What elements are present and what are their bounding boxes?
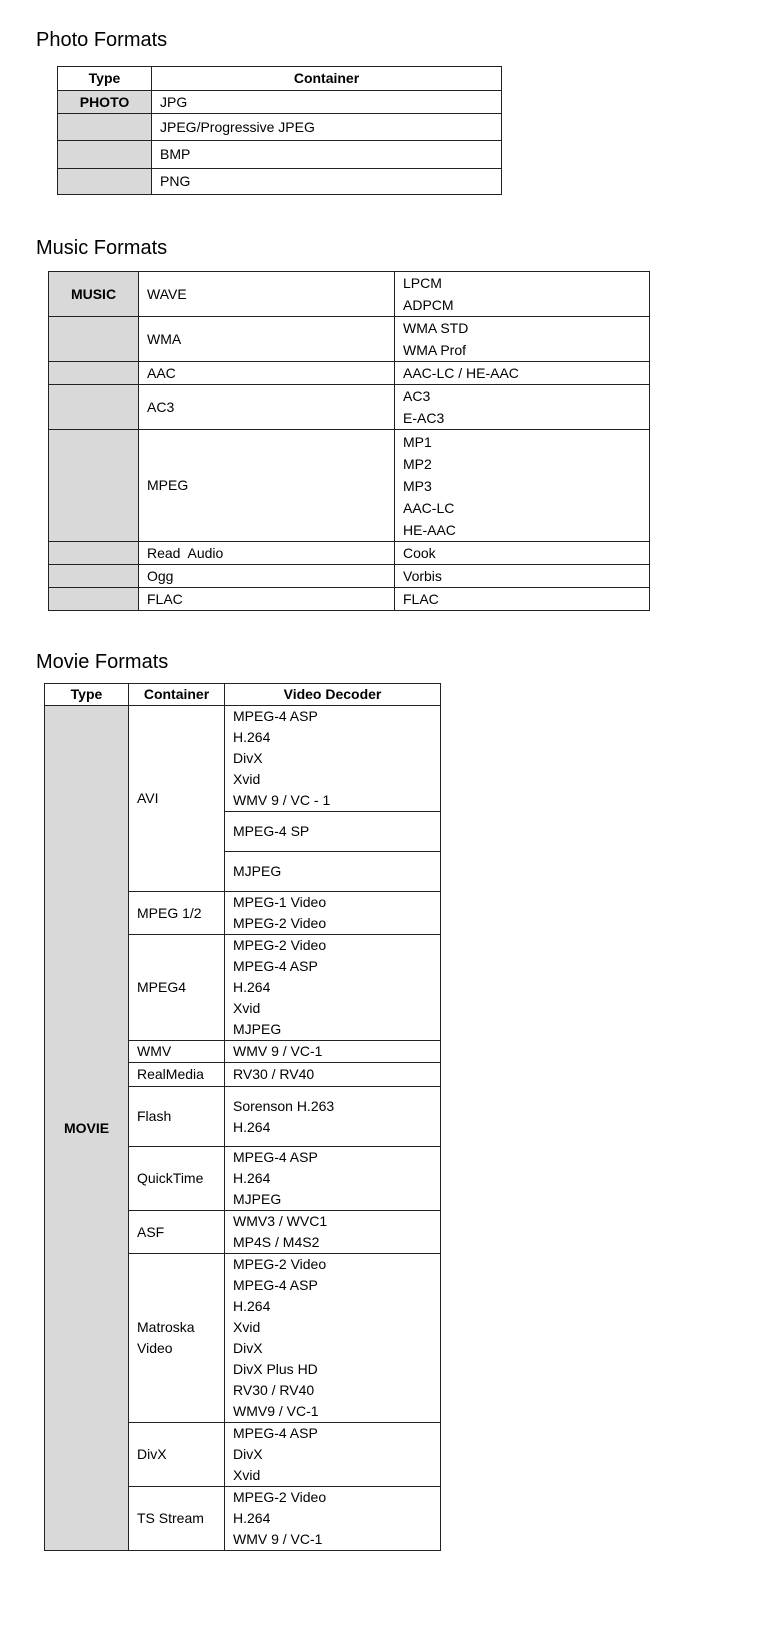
decoder-item: Sorenson H.263: [233, 1097, 335, 1114]
table-row: [49, 272, 650, 317]
decoder-item: RV30 / RV40: [233, 1066, 315, 1082]
container-label: RealMedia: [137, 1066, 204, 1082]
decoder-item: MPEG-4 ASP: [233, 1149, 318, 1165]
decoder-item: WMV 9 / VC-1: [233, 1043, 323, 1059]
decoder-cell: [225, 1063, 441, 1087]
decoder-item: WMV 9 / VC - 1: [233, 792, 331, 808]
decoder-cell: [225, 1147, 441, 1211]
decoder-item: MJPEG: [233, 1021, 282, 1037]
type-cell-empty: [58, 114, 152, 141]
decoder-item: H.264: [233, 1510, 271, 1526]
table-row: [49, 542, 650, 565]
table-row: [58, 169, 502, 195]
table-row: [49, 362, 650, 385]
container-word: Matroska: [137, 1319, 195, 1335]
decoder-item: RV30 / RV40: [233, 1382, 315, 1398]
codec-cell: [395, 317, 650, 362]
decoder-item: MPEG-4 ASP: [233, 1277, 318, 1293]
decoder-item: DivX Plus HD: [233, 1361, 318, 1377]
type-cell-empty: [49, 317, 139, 362]
table-header-row: [45, 684, 441, 706]
codec-item: Cook: [403, 545, 436, 561]
table-row: [58, 141, 502, 169]
decoder-item: H.264: [233, 729, 271, 745]
container-cell: [129, 892, 225, 935]
decoder-item: H.264: [233, 979, 271, 995]
container-cell: JPG: [152, 91, 502, 114]
header-container: Container: [152, 67, 502, 91]
decoder-item: MPEG-2 Video: [233, 1489, 327, 1505]
decoder-item: MPEG-4 ASP: [233, 1425, 318, 1441]
music-formats-heading: Music Formats: [36, 237, 168, 259]
container-cell: MPEG: [139, 430, 395, 542]
codec-item: FLAC: [403, 591, 439, 607]
table-row: [58, 91, 502, 114]
decoder-cell: [225, 1254, 441, 1423]
decoder-cell: [225, 1423, 441, 1487]
container-label: Flash: [137, 1108, 172, 1124]
container-cell: [129, 1254, 225, 1423]
photo-formats-heading: Photo Formats: [36, 29, 168, 51]
codec-item: MP3: [403, 477, 432, 494]
codec-item: ADPCM: [403, 297, 454, 313]
decoder-item: MPEG-2 Video: [233, 937, 327, 953]
header-container: Container: [129, 684, 225, 706]
codec-item: MP2: [403, 455, 432, 472]
container-cell: [129, 1063, 225, 1087]
codec-cell: [395, 362, 650, 385]
container-label: TS Stream: [137, 1510, 204, 1526]
decoder-item: MPEG-4 ASP: [233, 708, 318, 724]
type-cell: MOVIE: [45, 706, 129, 1551]
type-cell-empty: [49, 385, 139, 430]
codec-item: E-AC3: [403, 410, 445, 426]
decoder-item: MPEG-4 ASP: [233, 958, 318, 974]
decoder-cell: [225, 812, 441, 852]
container-cell: [129, 1041, 225, 1063]
codec-item: AAC-LC / HE-AAC: [403, 365, 519, 381]
type-cell-empty: [49, 362, 139, 385]
decoder-item: H.264: [233, 1170, 271, 1186]
decoder-item: Xvid: [233, 1467, 261, 1483]
decoder-item: MPEG-2 Video: [233, 915, 327, 931]
codec-item: WMA Prof: [403, 342, 467, 358]
container-label: DivX: [137, 1446, 167, 1462]
container-cell: [129, 935, 225, 1041]
container-cell: [129, 1487, 225, 1551]
type-cell-empty: [49, 542, 139, 565]
container-cell: WAVE: [139, 272, 395, 317]
codec-cell: [395, 542, 650, 565]
container-word: Video: [137, 1340, 173, 1356]
codec-item: LPCM: [403, 275, 442, 291]
container-cell: [129, 1423, 225, 1487]
decoder-item: MPEG-4 SP: [233, 823, 310, 839]
container-label: QuickTime: [137, 1170, 204, 1186]
decoder-item: Xvid: [233, 1319, 261, 1335]
header-video-decoder: Video Decoder: [225, 684, 441, 706]
codec-cell: [395, 588, 650, 611]
container-cell: Ogg: [139, 565, 395, 588]
decoder-item: MP4S / M4S2: [233, 1234, 320, 1250]
container-label: WMV: [137, 1043, 172, 1059]
decoder-cell: [225, 1087, 441, 1147]
container-cell: FLAC: [139, 588, 395, 611]
decoder-item: Xvid: [233, 1000, 261, 1016]
table-row: [49, 317, 650, 362]
decoder-item: DivX: [233, 1446, 263, 1462]
decoder-item: WMV3 / WVC1: [233, 1213, 328, 1229]
movie-formats-table: [44, 683, 441, 1551]
container-cell: Read Audio: [139, 542, 395, 565]
decoder-item: MJPEG: [233, 863, 282, 879]
photo-formats-table: [57, 66, 502, 195]
codec-item: HE-AAC: [403, 521, 456, 538]
container-cell: BMP: [152, 141, 502, 169]
codec-item: Vorbis: [403, 568, 442, 584]
type-cell-empty: [49, 565, 139, 588]
container-label: MPEG 1/2: [137, 904, 202, 921]
container-cell: AC3: [139, 385, 395, 430]
type-cell-empty: [58, 169, 152, 195]
codec-item: WMA STD: [403, 320, 469, 336]
container-cell: AAC: [139, 362, 395, 385]
decoder-cell: [225, 892, 441, 935]
decoder-item: MPEG-1 Video: [233, 894, 327, 910]
container-label: MPEG4: [137, 979, 187, 995]
container-cell: JPEG/Progressive JPEG: [152, 114, 502, 141]
codec-cell: [395, 565, 650, 588]
decoder-item: WMV9 / VC-1: [233, 1403, 319, 1419]
table-row: [49, 565, 650, 588]
codec-cell: [395, 385, 650, 430]
codec-cell: [395, 430, 650, 542]
type-cell-empty: [49, 588, 139, 611]
table-row: [49, 430, 650, 542]
decoder-cell: [225, 1211, 441, 1254]
type-cell-empty: [58, 141, 152, 169]
codec-item: AC3: [403, 388, 431, 404]
table-row: [45, 706, 441, 812]
movie-formats-heading: Movie Formats: [36, 651, 169, 673]
container-cell: WMA: [139, 317, 395, 362]
decoder-item: DivX: [233, 750, 263, 766]
container-cell: AVI: [129, 706, 225, 892]
decoder-item: WMV 9 / VC-1: [233, 1531, 323, 1547]
music-formats-table: [48, 271, 650, 611]
container-label: ASF: [137, 1223, 165, 1240]
header-type: Type: [45, 684, 129, 706]
type-cell: PHOTO: [58, 91, 152, 114]
table-header-row: [58, 67, 502, 91]
codec-item: MP1: [403, 433, 432, 450]
decoder-item: MJPEG: [233, 1191, 282, 1207]
decoder-item: Xvid: [233, 771, 261, 787]
table-row: [58, 114, 502, 141]
decoder-cell: [225, 935, 441, 1041]
decoder-item: H.264: [233, 1298, 271, 1314]
decoder-item: H.264: [233, 1118, 271, 1135]
container-cell: [129, 1211, 225, 1254]
decoder-cell: [225, 1487, 441, 1551]
codec-cell: [395, 272, 650, 317]
decoder-cell: [225, 1041, 441, 1063]
table-row: [49, 385, 650, 430]
decoder-cell: [225, 706, 441, 812]
codec-item: AAC-LC: [403, 499, 455, 516]
container-cell: PNG: [152, 169, 502, 195]
container-cell: [129, 1087, 225, 1147]
container-cell: [129, 1147, 225, 1211]
header-type: Type: [58, 67, 152, 91]
type-cell-empty: [49, 430, 139, 542]
decoder-cell: [225, 852, 441, 892]
decoder-item: MPEG-2 Video: [233, 1256, 327, 1272]
table-row: [49, 588, 650, 611]
decoder-item: DivX: [233, 1340, 263, 1356]
type-cell: MUSIC: [49, 272, 139, 317]
